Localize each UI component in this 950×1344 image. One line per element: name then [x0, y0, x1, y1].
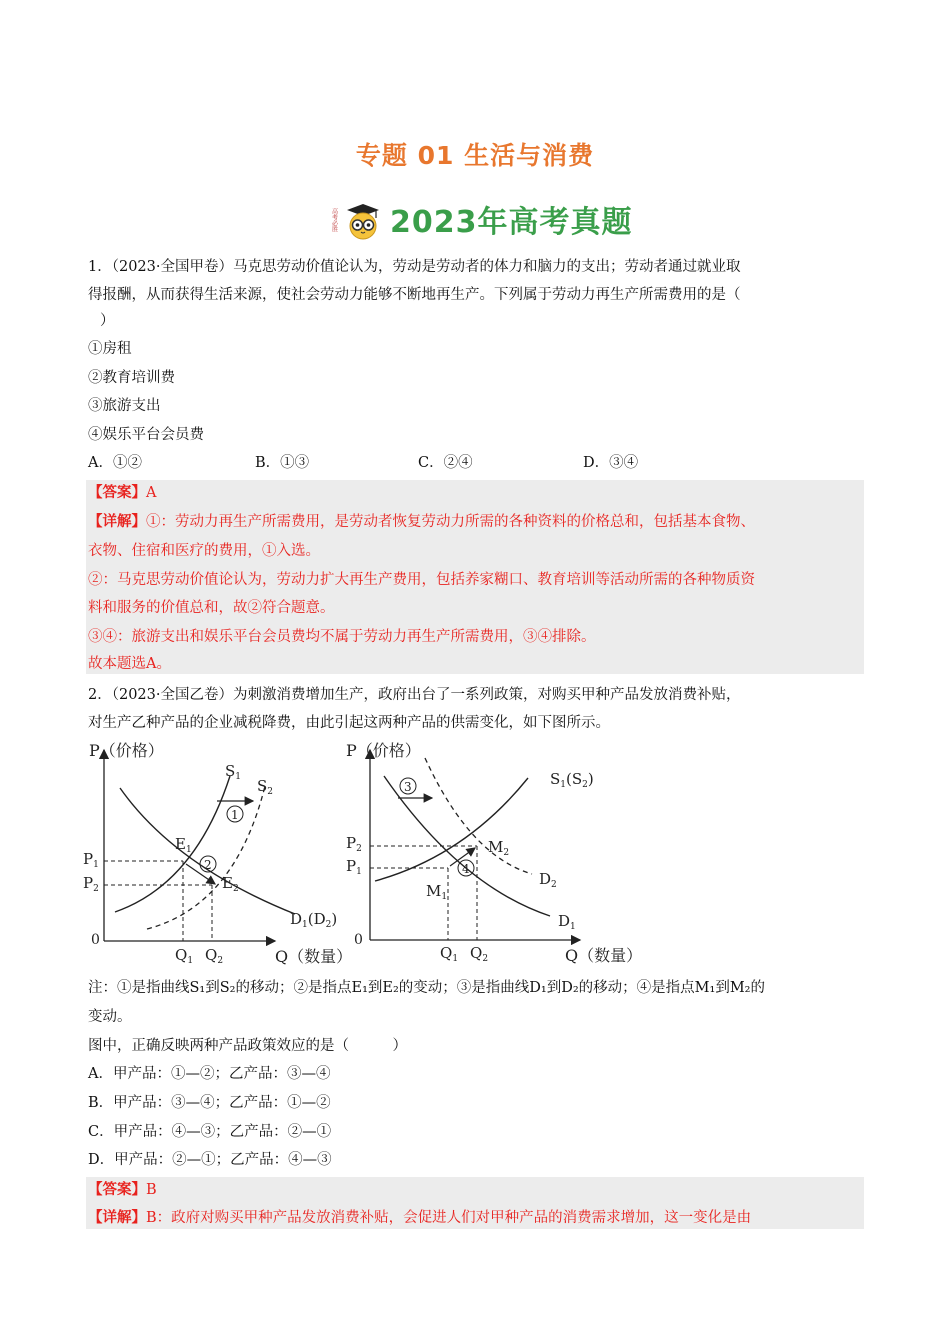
- label-e1: $E_1$: [175, 835, 192, 855]
- label-p1: $P_1$: [346, 857, 362, 877]
- q2-option-c: C．甲产品：④—③；乙产品：②—①: [88, 1124, 332, 1140]
- q1-stem-line1: 1．（2023·全国甲卷）马克思劳动价值论认为，劳动是劳动者的体力和脑力的支出；劳动者通过就业取: [88, 259, 741, 275]
- origin-label: 0: [354, 932, 363, 948]
- q2-explain-line1: 【详解】B：政府对购买甲种产品发放消费补贴，会促进人们对甲种产品的消费需求增加，这一变化是由: [88, 1209, 752, 1226]
- q2-option-a: A．甲产品：①—②；乙产品：③—④: [88, 1066, 331, 1082]
- q1-answer-box: [86, 480, 864, 674]
- q1-item-4: ④娱乐平台会员费: [88, 427, 204, 443]
- label-d: $D_1(D_2)$: [290, 910, 338, 930]
- label-d1: $D_1$: [558, 912, 576, 932]
- q2-option-b: B．甲产品：③—④；乙产品：①—②: [88, 1095, 331, 1111]
- label-s: $S_1(S_2)$: [550, 770, 594, 790]
- q2-note-line1: 注：①是指曲线S₁到S₂的移动；②是指点E₁到E₂的变动；③是指曲线D₁到D₂的移动；④是指点M₁到M₂的: [88, 980, 765, 996]
- owl-mascot-icon: [330, 196, 386, 242]
- demand-curve-d2: [425, 758, 532, 874]
- svg-text:3: 3: [404, 780, 412, 794]
- q1-stem-line3: ）: [100, 313, 115, 329]
- label-s2: $S_2$: [257, 777, 274, 797]
- label-m2: $M_2$: [488, 838, 510, 858]
- section-banner: [330, 194, 633, 244]
- q2-answer: 【答案】B: [88, 1181, 157, 1198]
- label-p2: $P_2$: [346, 834, 362, 854]
- q1-explain-line2: 衣物、住宿和医疗的费用，①入选。: [88, 543, 320, 559]
- label-e2: $E_2$: [222, 874, 239, 894]
- price-axis-label: P（价格）: [346, 741, 421, 760]
- q1-explain-line5: ③④：旅游支出和娱乐平台会员费均不属于劳动力再生产所需费用，③④排除。: [88, 629, 596, 645]
- label-q2: $Q_2$: [470, 944, 489, 964]
- label-q1: $Q_1$: [175, 946, 194, 966]
- svg-text:4: 4: [462, 862, 470, 876]
- banner-title: 2023年高考真题: [390, 205, 633, 240]
- q1-explain-line6: 故本题选A。: [88, 656, 171, 672]
- q1-answer: 【答案】A: [88, 484, 157, 501]
- label-q2: $Q_2$: [205, 946, 224, 966]
- q1-stem-line2: 得报酬，从而获得生活来源，使社会劳动力能够不断地再生产。下列属于劳动力再生产所需费用的是（: [88, 287, 741, 303]
- q1-option-d: D．③④: [583, 455, 639, 471]
- supply-demand-figure-right: [340, 736, 643, 968]
- quantity-axis-label: Q（数量）: [275, 947, 353, 966]
- origin-label: 0: [91, 932, 100, 948]
- supply-demand-figure-left: [83, 736, 353, 968]
- svg-text:1: 1: [231, 808, 239, 822]
- q1-explain-line4: 料和服务的价值总和，故②符合题意。: [88, 600, 335, 616]
- q1-item-1: ①房租: [88, 341, 132, 357]
- q1-option-b: B．①③: [255, 455, 310, 471]
- label-d2: $D_2$: [539, 870, 557, 890]
- banner-badge-text: 高考必胜: [330, 208, 338, 232]
- q1-explain-line3: ②：马克思劳动价值论认为，劳动力扩大再生产费用，包括养家糊口、教育培训等活动所需的各种物质资: [88, 572, 755, 588]
- demand-curve-d1: [120, 788, 295, 914]
- q2-option-d: D．甲产品：②—①；乙产品：④—③: [88, 1152, 332, 1168]
- label-q1: $Q_1$: [440, 944, 459, 964]
- svg-text:2: 2: [204, 858, 212, 872]
- page-title: 专题 01 生活与消费: [355, 141, 595, 170]
- q2-answer-box: [86, 1177, 864, 1229]
- q2-note-line2: 变动。: [88, 1009, 132, 1025]
- q2-question: 图中，正确反映两种产品政策效应的是（ ）: [88, 1038, 407, 1054]
- q1-explain-line1: 【详解】①：劳动力再生产所需费用，是劳动者恢复劳动力所需的各种资料的价格总和，包括基本食物、: [88, 513, 755, 530]
- q2-stem-line2: 对生产乙种产品的企业减税降费，由此引起这两种产品的供需变化，如下图所示。: [88, 715, 610, 731]
- quantity-axis-label: Q（数量）: [565, 946, 643, 965]
- q1-item-3: ③旅游支出: [88, 398, 161, 414]
- q1-option-c: C．②④: [418, 455, 473, 471]
- q2-stem-line1: 2．（2023·全国乙卷）为刺激消费增加生产，政府出台了一系列政策，对购买甲种产品发放消费补贴，: [88, 687, 741, 703]
- q1-item-2: ②教育培训费: [88, 370, 175, 386]
- price-axis-label: P（价格）: [89, 741, 164, 760]
- label-p1: $P_1$: [83, 850, 99, 870]
- q1-option-a: A．①②: [88, 455, 142, 471]
- label-p2: $P_2$: [83, 874, 99, 894]
- label-m1: $M_1$: [426, 882, 448, 902]
- label-s1: $S_1$: [225, 762, 242, 782]
